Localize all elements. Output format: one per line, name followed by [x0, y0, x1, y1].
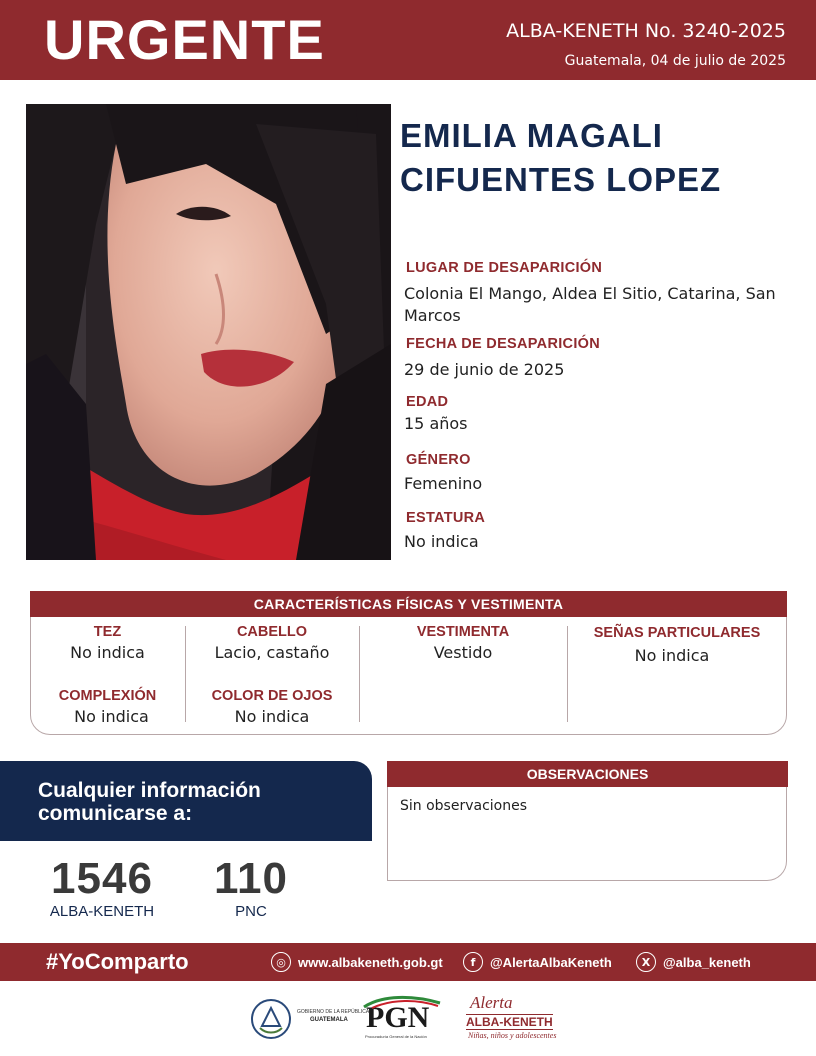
alerta-text: Alerta — [470, 993, 513, 1012]
facebook-icon: f — [463, 952, 483, 972]
estatura-value: No indica — [404, 532, 479, 551]
observations-heading: OBSERVACIONES — [387, 761, 788, 787]
tez-label: TEZ — [93, 624, 122, 640]
portrait-illustration — [26, 104, 391, 560]
contact-line2: comunicarse a: — [38, 802, 193, 825]
observations-text: Sin observaciones — [400, 798, 528, 814]
gob-line1: GOBIERNO DE LA REPÚBLICA — [297, 1009, 370, 1015]
genero-value: Femenino — [404, 474, 483, 493]
alba-keneth-logo: ALBA-KENETH — [466, 1015, 553, 1029]
fecha-label: FECHA DE DESAPARICIÓN — [406, 336, 601, 352]
characteristics-heading: CARACTERÍSTICAS FÍSICAS Y VESTIMENTA — [30, 591, 787, 617]
facebook-link[interactable] — [463, 951, 612, 973]
x-text: @alba_keneth — [663, 954, 751, 970]
logos-row — [0, 993, 816, 1048]
contact-text — [38, 779, 358, 825]
column-divider — [359, 626, 360, 722]
guatemala-seal-icon — [250, 998, 292, 1040]
pgn-subtitle: Procuraduría General de la Nación — [365, 1034, 427, 1039]
pgn-logo: PGN — [366, 1001, 430, 1034]
cabello-label: CABELLO — [236, 624, 308, 640]
ojos-value: No indica — [234, 707, 310, 726]
globe-icon: ◎ — [271, 952, 291, 972]
contact-line1: Cualquier información — [38, 779, 261, 802]
vestimenta-label: VESTIMENTA — [416, 624, 510, 640]
x-icon: X — [636, 952, 656, 972]
tez-value: No indica — [70, 643, 145, 662]
website-link[interactable] — [271, 951, 443, 973]
senas-label: SEÑAS PARTICULARES — [593, 625, 761, 641]
complexion-value: No indica — [74, 707, 149, 726]
facebook-text: @AlertaAlbaKeneth — [490, 954, 612, 970]
lugar-label: LUGAR DE DESAPARICIÓN — [406, 260, 603, 276]
phone-label-albakeneth: ALBA-KENETH — [49, 903, 155, 920]
missing-person-photo — [26, 104, 391, 560]
person-name — [400, 114, 800, 202]
phone-number-albakeneth[interactable]: 1546 — [51, 854, 153, 903]
estatura-label: ESTATURA — [406, 510, 486, 526]
ojos-label: COLOR DE OJOS — [211, 688, 333, 704]
alert-number: ALBA-KENETH No. 3240-2025 — [506, 20, 786, 42]
edad-label: EDAD — [406, 394, 449, 410]
hashtag: #YoComparto — [46, 949, 189, 974]
vestimenta-value: Vestido — [433, 643, 493, 662]
x-link[interactable] — [636, 951, 751, 973]
cabello-value: Lacio, castaño — [214, 643, 330, 662]
pgn-swoosh-icon — [362, 995, 442, 1009]
genero-label: GÉNERO — [406, 452, 471, 468]
website-text: www.albakeneth.gob.gt — [298, 954, 443, 970]
urgent-title: URGENTE — [44, 8, 325, 71]
fecha-value: 29 de junio de 2025 — [404, 360, 565, 379]
senas-value: No indica — [634, 646, 710, 665]
gob-line2: GUATEMALA — [310, 1017, 348, 1023]
lugar-value: Colonia El Mango, Aldea El Sitio, Catarina, San Marcos — [404, 284, 776, 325]
complexion-label: COMPLEXIÓN — [58, 688, 157, 704]
phone-label-pnc: PNC — [235, 903, 267, 920]
alert-date: Guatemala, 04 de julio de 2025 — [564, 53, 786, 69]
phone-number-pnc[interactable]: 110 — [214, 854, 288, 903]
edad-value: 15 años — [404, 414, 468, 433]
alba-subtitle: Niñas, niños y adolescentes — [468, 1031, 557, 1040]
person-name-line2: CIFUENTES LOPEZ — [400, 161, 722, 198]
person-name-line1: EMILIA MAGALI — [400, 117, 663, 154]
